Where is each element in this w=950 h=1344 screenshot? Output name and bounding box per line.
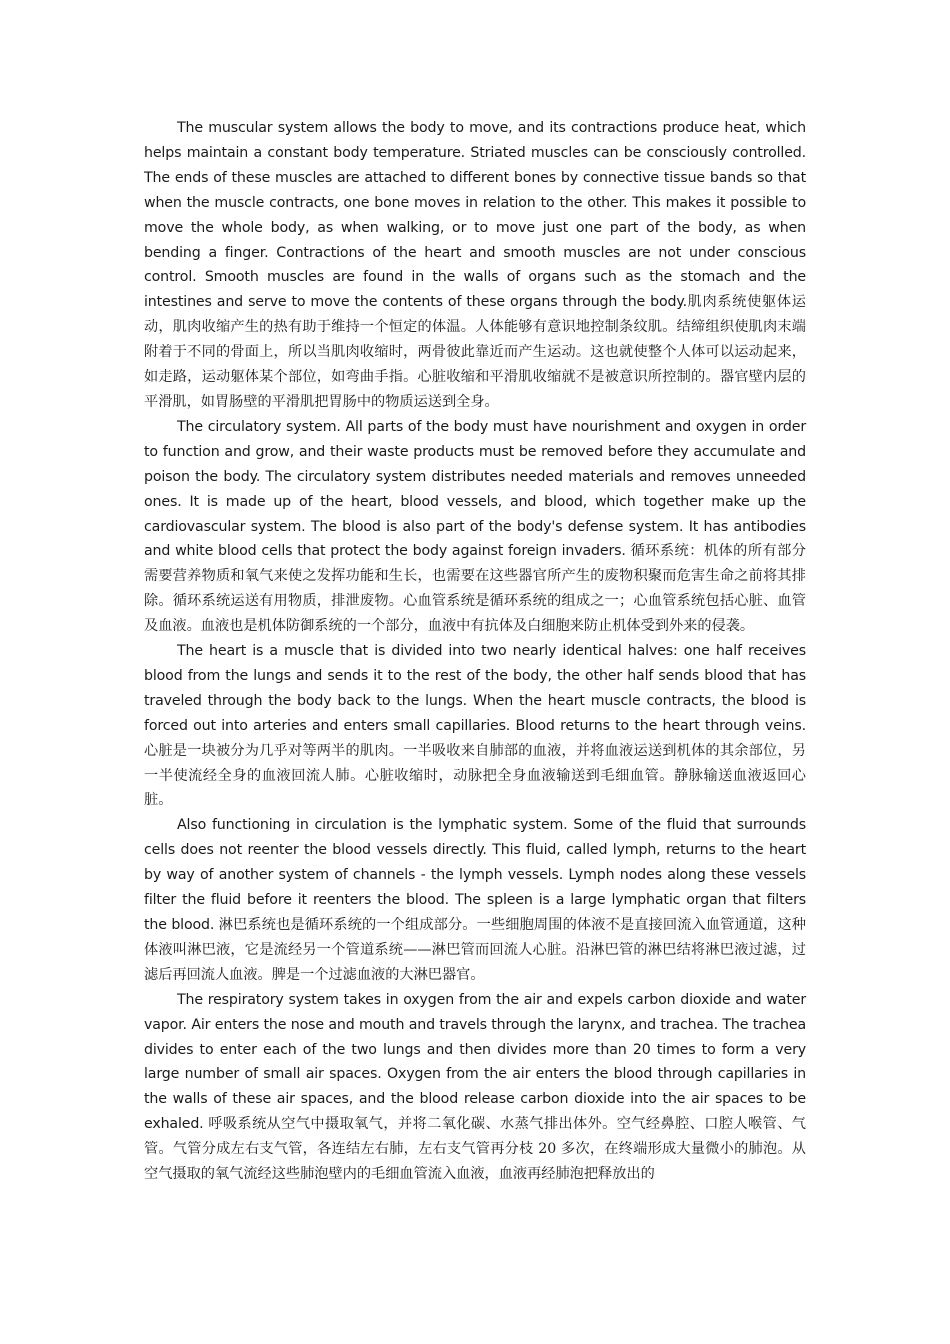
paragraph-english-text: The respiratory system takes in oxygen from the air and expels carbon dioxide and water vapor. Air enters the nose and mouth and travels through the larynx, and trachea. The trachea divides to enter each of the two lungs and then divides more than 20 times to form a very large number of small air spaces. Oxygen from the air enters the blood through capillaries in the walls of these air spaces, and the blood release carbon dioxide into the air spaces to be exhaled. bbox=[144, 991, 806, 1133]
paragraph-chinese-text: 心脏是一块被分为几乎对等两半的肌肉。一半吸收来自肺部的血液，并将血液运送到机体的其余部位，另一半使流经全身的血液回流人肺。心脏收缩时，动脉把全身血液输送到毛细血管。静脉输送血液返回心脏。 bbox=[144, 742, 806, 809]
paragraph-circulatory-system bbox=[144, 415, 806, 639]
paragraph-english-text: Also functioning in circulation is the lymphatic system. Some of the fluid that surrounds cells does not reenter the blood vessels directly. This fluid, called lymph, returns to the heart by way of another system of channels - the lymph vessels. Lymph nodes along these vessels filter the fluid before it reenters the blood. The spleen is a large lymphatic organ that filters the blood. bbox=[144, 817, 806, 933]
paragraph-chinese-text: 肌肉系统使躯体运动，肌肉收缩产生的热有助于维持一个恒定的体温。人体能够有意识地控制条纹肌。结缔组织使肌肉末端附着于不同的骨面上，所以当肌肉收缩时，两骨彼此靠近而产生运动。这也就使整个人体可以运动起来，如走路，运动躯体某个部位，如弯曲手指。心脏收缩和平滑肌收缩就不是被意识所控制的。器官壁内层的平滑肌，如胃肠壁的平滑肌把胃肠中的物质运送到全身。 bbox=[144, 294, 806, 410]
paragraph-heart bbox=[144, 639, 806, 813]
paragraph-chinese-text: 循环系统：机体的所有部分需要营养物质和氧气来使之发挥功能和生长，也需要在这些器官所产生的废物积聚而危害生命之前将其排除。循环系统运送有用物质，排泄废物。心血管系统是循环系统的组成之一；心血管系统包括心脏、血管及血液。血液也是机体防御系统的一个部分，血液中有抗体及白细胞来防止机体受到外来的侵袭。 bbox=[144, 543, 806, 635]
paragraph-english-text: The heart is a muscle that is divided into two nearly identical halves: one half receives blood from the lungs and sends it to the rest of the body, the other half sends blood that has traveled through the body back to the lungs. When the heart muscle contracts, the blood is forced out into arteries and enters small capillaries. Blood returns to the heart through veins. bbox=[144, 643, 806, 734]
paragraph-chinese-text: 淋巴系统也是循环系统的一个组成部分。一些细胞周围的体液不是直接回流入血管通道，这种体液叫淋巴液，它是流经另一个管道系统——淋巴管而回流人心脏。沿淋巴管的淋巴结将淋巴液过滤，过滤后再回流人血液。脾是一个过滤血液的大淋巴器官。 bbox=[144, 917, 806, 983]
paragraph-respiratory-system bbox=[144, 988, 806, 1187]
paragraph-lymphatic-system bbox=[144, 813, 806, 987]
document-body bbox=[144, 116, 806, 1187]
paragraph-muscular-system bbox=[144, 116, 806, 415]
paragraph-chinese-text: 呼吸系统从空气中摄取氧气，并将二氧化碳、水蒸气排出体外。空气经鼻腔、口腔人喉管、气管。气管分成左右支气管，各连结左右肺，左右支气管再分枝 20 多次，在终端形成大量微小的肺泡。从空气摄取的氧气流经这些肺泡壁内的毛细血管流入血液，血液再经肺泡把释放出的 bbox=[144, 1116, 806, 1183]
paragraph-english-text: The muscular system allows the body to move, and its contractions produce heat, which helps maintain a constant body temperature. Striated muscles can be consciously controlled. The ends of these muscles are attached to different bones by connective tissue bands so that when the muscle contracts, one bone moves in relation to the other. This makes it possible to move the whole body, as when walking, or to move just one part of the body, as when bending a finger. Contractions of the heart and smooth muscles are not under conscious control. Smooth muscles are found in the walls of organs such as the stomach and the intestines and serve to move the contents of these organs through the body. bbox=[144, 120, 806, 311]
paragraph-english-text: The circulatory system. All parts of the body must have nourishment and oxygen in order to function and grow, and their waste products must be removed before they accumulate and poison the body. The circulatory system distributes needed materials and removes unneeded ones. It is made up of the heart, blood vessels, and blood, which together make up the cardiovascular system. The blood is also part of the body's defense system. It has antibodies and white blood cells that protect the body against foreign invaders. bbox=[144, 418, 806, 560]
